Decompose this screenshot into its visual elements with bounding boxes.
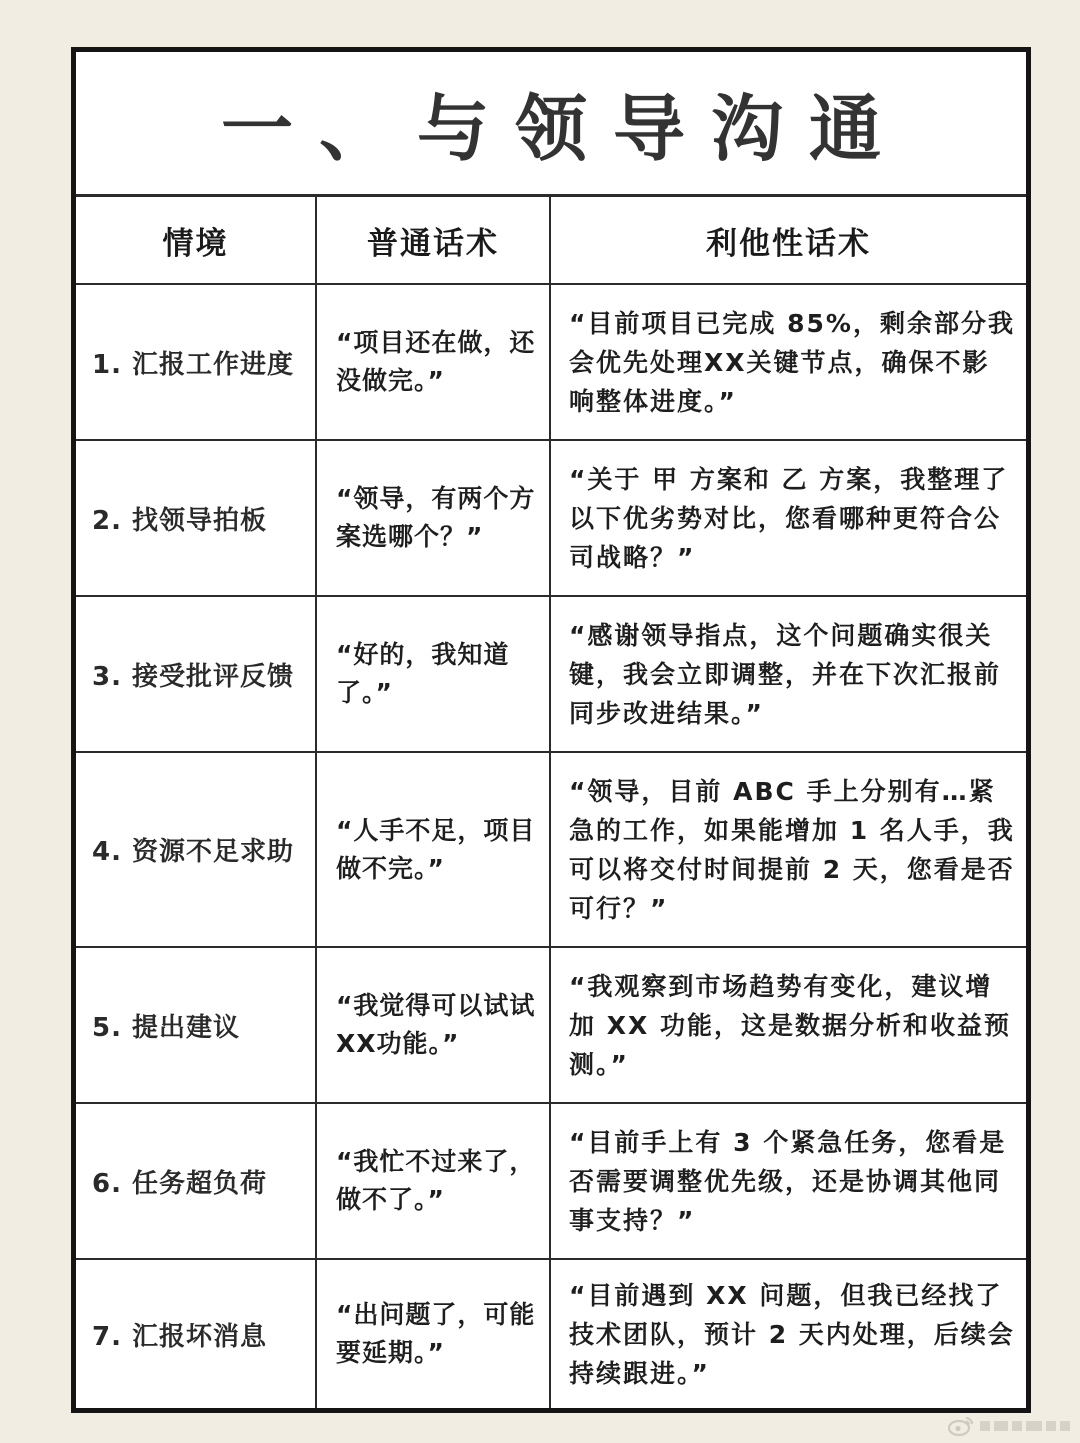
row-1-altruistic-phrasing: “目前项目已完成 85%，剩余部分我会优先处理XX关键节点，确保不影响整体进度。” — [551, 285, 1026, 441]
row-3-situation: 3. 接受批评反馈 — [76, 597, 317, 753]
row-5-altruistic-phrasing: “我观察到市场趋势有变化，建议增加 XX 功能，这是数据分析和收益预测。” — [551, 948, 1026, 1104]
watermark — [948, 1415, 1070, 1437]
comparison-table — [76, 197, 1026, 1408]
weibo-logo-icon — [948, 1415, 974, 1437]
row-4-situation: 4. 资源不足求助 — [76, 753, 317, 948]
row-7-situation: 7. 汇报坏消息 — [76, 1260, 317, 1408]
row-3-plain-phrasing: “好的，我知道了。” — [317, 597, 551, 753]
row-4-plain-phrasing: “人手不足，项目做不完。” — [317, 753, 551, 948]
column-header-altruistic-phrasing: 利他性话术 — [551, 197, 1026, 285]
column-header-plain-phrasing: 普通话术 — [317, 197, 551, 285]
row-2-plain-phrasing: “领导，有两个方案选哪个？” — [317, 441, 551, 597]
row-5-situation: 5. 提出建议 — [76, 948, 317, 1104]
row-6-situation: 6. 任务超负荷 — [76, 1104, 317, 1260]
row-2-altruistic-phrasing: “关于 甲 方案和 乙 方案，我整理了以下优劣势对比，您看哪种更符合公司战略？” — [551, 441, 1026, 597]
row-1-situation: 1. 汇报工作进度 — [76, 285, 317, 441]
comparison-table-card — [71, 47, 1031, 1413]
row-2-situation: 2. 找领导拍板 — [76, 441, 317, 597]
row-7-plain-phrasing: “出问题了，可能要延期。” — [317, 1260, 551, 1408]
row-4-altruistic-phrasing: “领导，目前 ABC 手上分别有…紧急的工作，如果能增加 1 名人手，我可以将交付时间提前 2 天，您看是否可行？” — [551, 753, 1026, 948]
column-header-situation: 情境 — [76, 197, 317, 285]
row-7-altruistic-phrasing: “目前遇到 XX 问题，但我已经找了技术团队，预计 2 天内处理，后续会持续跟进。” — [569, 1280, 1015, 1388]
watermark-bars-icon — [980, 1419, 1070, 1433]
page-title: 一、与领导沟通 — [76, 52, 1026, 197]
row-5-plain-phrasing: “我觉得可以试试 XX功能。” — [317, 948, 551, 1104]
row-6-altruistic-phrasing: “目前手上有 3 个紧急任务，您看是否需要调整优先级，还是协调其他同事支持？” — [551, 1104, 1026, 1260]
row-3-altruistic-phrasing: “感谢领导指点，这个问题确实很关键，我会立即调整，并在下次汇报前同步改进结果。” — [551, 597, 1026, 753]
row-6-plain-phrasing: “我忙不过来了，做不了。” — [317, 1104, 551, 1260]
row-1-plain-phrasing: “项目还在做，还没做完。” — [317, 285, 551, 441]
